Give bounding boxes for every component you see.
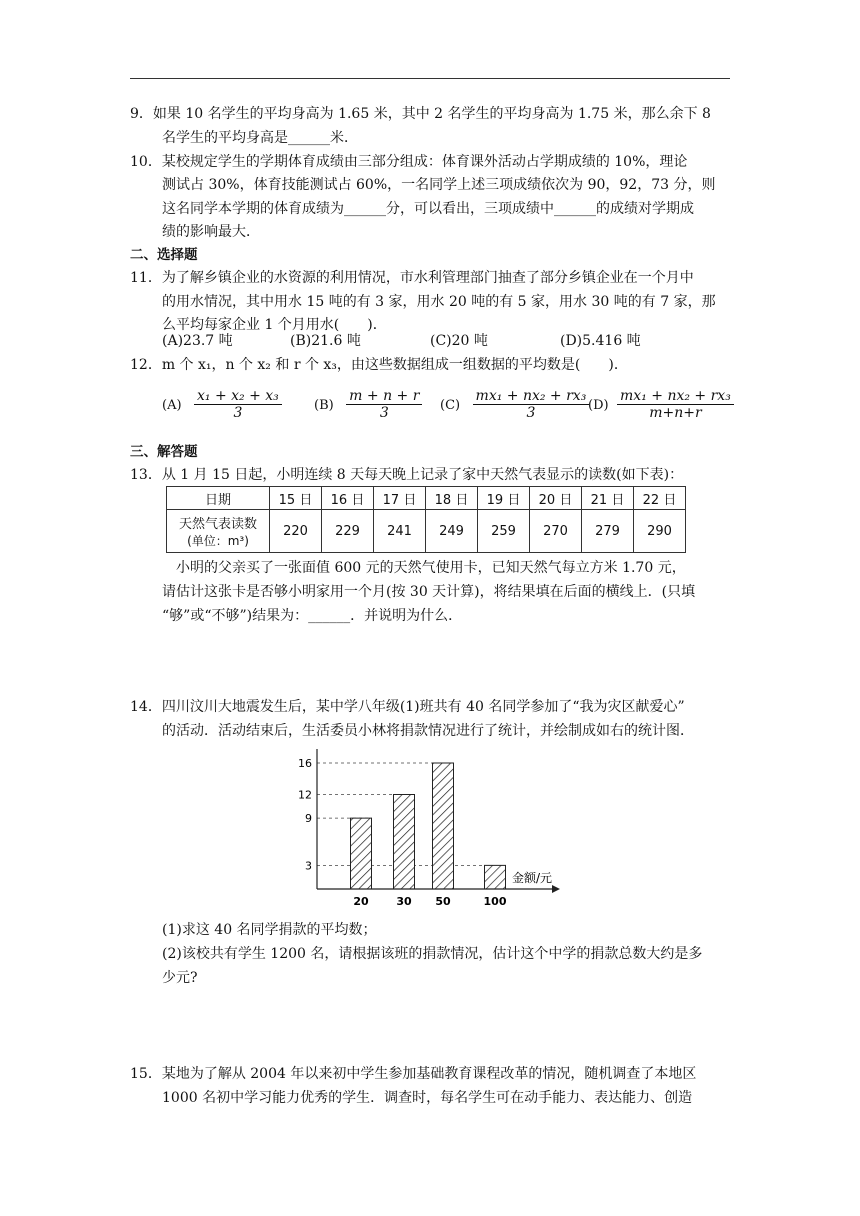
- q11-line-2: 的用水情况，其中用水 15 吨的有 3 家，用水 20 吨的有 5 家，用水 30 吨的有 7 家，那: [162, 294, 716, 310]
- table-date-cell: 22 日: [634, 487, 686, 510]
- q12-option-a-numerator: x₁ + x₂ + x₃: [194, 388, 282, 405]
- table-date-cell: 21 日: [582, 487, 634, 510]
- table-date-cell: 15 日: [270, 487, 322, 510]
- q9-line-2: 名学生的平均身高是______米．: [162, 130, 358, 146]
- table-reading-cell: 241: [374, 510, 426, 553]
- q12-option-a-label: (A): [162, 397, 182, 413]
- x-tick-label: 100: [483, 895, 507, 908]
- q12-option-a: [162, 388, 282, 421]
- q14-sub-2: (2)该校共有学生 1200 名，请根据该班的捐款情况，估计这个中学的捐款总数大约是多: [162, 946, 703, 962]
- table-reading-cell: 279: [582, 510, 634, 553]
- table-date-cell: 19 日: [478, 487, 530, 510]
- table-header-reading-unit: (单位：m³): [187, 534, 249, 548]
- q12-option-d: [588, 388, 734, 421]
- q12-option-b-numerator: m + n + r: [346, 388, 422, 405]
- q12-option-c-label: (C): [440, 397, 461, 413]
- q12-line-1: 12．m 个 x₁，n 个 x₂ 和 r 个 x₃，由这些数据组成一组数据的平均数是( )．: [130, 357, 628, 373]
- table-reading-cell: 249: [426, 510, 478, 553]
- bar-20: [351, 818, 372, 889]
- q14-line-1: 14．四川汶川大地震发生后，某中学八年级(1)班共有 40 名同学参加了“我为灾区献爱心”: [130, 699, 685, 715]
- table-header-reading: [167, 510, 270, 553]
- section-heading-choice: 二、选择题: [130, 247, 198, 263]
- table-reading-cell: 290: [634, 510, 686, 553]
- q13-line-4: “够”或“不够”)结果为：______．并说明为什么．: [162, 608, 463, 624]
- table-date-cell: 16 日: [322, 487, 374, 510]
- q9-line-1: 9．如果 10 名学生的平均身高为 1.65 米，其中 2 名学生的平均身高为 1.75 米，那么余下 8: [130, 106, 711, 122]
- table-date-cell: 20 日: [530, 487, 582, 510]
- table-reading-cell: 229: [322, 510, 374, 553]
- x-tick-label: 30: [396, 895, 412, 908]
- q12-option-d-numerator: mx₁ + nx₂ + rx₃: [617, 388, 734, 405]
- table-reading-cell: 259: [478, 510, 530, 553]
- q13-line-1: 13．从 1 月 15 日起，小明连续 8 天每天晚上记录了家中天然气表显示的读数(如下表)：: [130, 467, 684, 483]
- q12-option-b-denominator: 3: [379, 405, 389, 421]
- header-rule: [130, 78, 730, 79]
- q12-option-c-denominator: 3: [526, 405, 536, 421]
- y-tick-label: 16: [298, 757, 312, 770]
- table-reading-cell: 220: [270, 510, 322, 553]
- q12-option-d-label: (D): [588, 397, 609, 413]
- x-tick-label: 50: [435, 895, 451, 908]
- q11-option-a: (A)23.7 吨: [162, 333, 233, 349]
- q11-line-3: 么平均每家企业 1 个月用水( )．: [162, 317, 387, 333]
- gas-reading-table: [166, 486, 686, 553]
- x-axis-arrow-icon: [552, 885, 560, 893]
- q12-option-c: [440, 388, 589, 421]
- table-row: [167, 510, 686, 553]
- table-date-cell: 18 日: [426, 487, 478, 510]
- q14-sub-3: 少元?: [162, 970, 198, 986]
- q12-option-b-label: (B): [314, 397, 334, 413]
- q13-line-2: 小明的父亲买了一张面值 600 元的天然气使用卡，已知天然气每立方米 1.70 元，: [176, 560, 686, 576]
- y-tick-label: 9: [305, 812, 312, 826]
- bar-100: [485, 865, 506, 889]
- section-heading-solve: 三、解答题: [130, 444, 198, 460]
- q10-line-2: 测试占 30%，体育技能测试占 60%，一名同学上述三项成绩依次为 90，92，73 分，则: [162, 177, 716, 193]
- q13-line-3: 请估计这张卡是否够小明家用一个月(按 30 天计算)，将结果填在后面的横线上．(只填: [162, 584, 696, 600]
- table-header-reading-line-1: 天然气表读数: [178, 517, 257, 532]
- y-tick-label: 3: [305, 859, 312, 873]
- q15-line-2: 1000 名初中学习能力优秀的学生．调查时，每名学生可在动手能力、表达能力、创造: [162, 1090, 693, 1106]
- table-reading-cell: 270: [530, 510, 582, 553]
- bar-50: [433, 763, 454, 889]
- q11-option-c: (C)20 吨: [430, 333, 488, 349]
- x-tick-label: 20: [353, 895, 369, 908]
- q11-option-b: (B)21.6 吨: [290, 333, 361, 349]
- q14-line-2: 的活动．活动结束后，生活委员小林将捐款情况进行了统计，并绘制成如右的统计图．: [162, 723, 694, 739]
- q14-sub-1: (1)求这 40 名同学捐款的平均数；: [162, 922, 377, 938]
- donation-bar-chart: [290, 745, 590, 915]
- q15-line-1: 15．某地为了解从 2004 年以来初中学生参加基础教育课程改革的情况，随机调查了本地区: [130, 1066, 697, 1082]
- y-tick-label: 12: [298, 788, 312, 802]
- table-date-cell: 17 日: [374, 487, 426, 510]
- q11-option-d: (D)5.416 吨: [560, 333, 641, 349]
- x-axis-label: 金额/元: [512, 871, 553, 885]
- q11-line-1: 11．为了解乡镇企业的水资源的利用情况，市水利管理部门抽查了部分乡镇企业在一个月中: [130, 270, 694, 286]
- q12-option-b: [314, 388, 422, 421]
- q10-line-4: 绩的影响最大．: [162, 224, 260, 240]
- q12-option-a-denominator: 3: [233, 405, 243, 421]
- table-row: [167, 487, 686, 510]
- q12-option-d-denominator: m+n+r: [649, 405, 702, 421]
- bar-30: [394, 795, 415, 890]
- q10-line-1: 10．某校规定学生的学期体育成绩由三部分组成：体育课外活动占学期成绩的 10%，理论: [130, 154, 688, 170]
- q10-line-3: 这名同学本学期的体育成绩为______分，可以看出，三项成绩中______的成绩对学期成: [162, 201, 694, 217]
- table-header-date: 日期: [167, 487, 270, 510]
- q11-options: [162, 331, 722, 351]
- q12-option-c-numerator: mx₁ + nx₂ + rx₃: [473, 388, 590, 405]
